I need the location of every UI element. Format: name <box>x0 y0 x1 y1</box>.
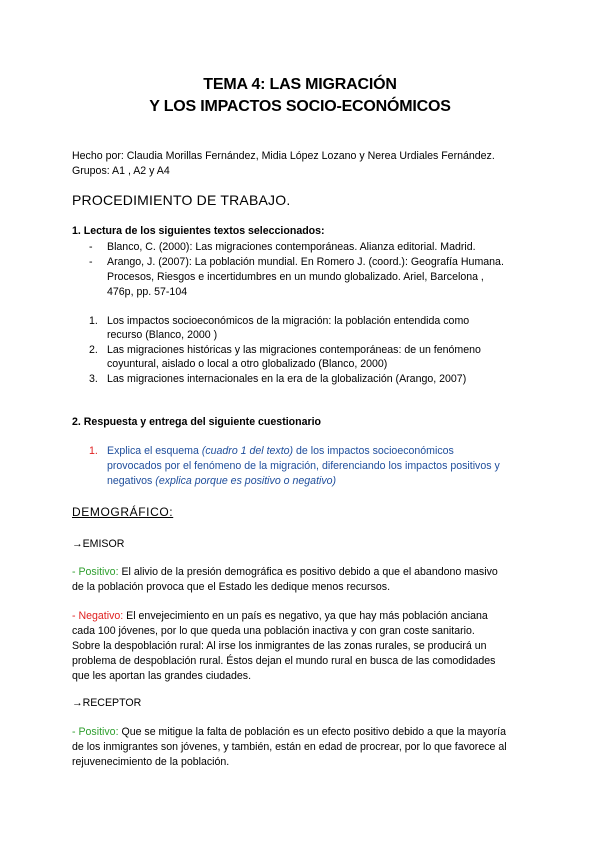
paragraph-text: El envejecimiento en un país es negativo, ya que hay más población anciana <box>123 610 488 622</box>
receptor-heading: →RECEPTOR <box>72 697 142 709</box>
reference-line: Procesos, Riesgos e incertidumbres en un mundo globalizado. Ariel, Barcelona , <box>107 271 484 283</box>
emisor-negative-line-1 <box>72 610 488 622</box>
reference-line: 476p, pp. 57-104 <box>107 286 188 298</box>
list-marker: - <box>89 256 93 268</box>
emisor-positive-line-2: de la población provoca que el Estado les dedique menos recursos. <box>72 581 391 593</box>
receptor-positive-line-1 <box>72 726 506 738</box>
reading-line: Las migraciones históricas y las migraciones contemporáneas: de un fenómeno <box>107 344 481 356</box>
groups-line: Grupos: A1 , A2 y A4 <box>72 165 170 177</box>
emisor-heading: →EMISOR <box>72 538 125 550</box>
list-number: 1. <box>89 315 98 327</box>
emisor-negative-line-5: que les aportan las grandes ciudades. <box>72 670 252 682</box>
negative-label: - Negativo: <box>72 610 124 622</box>
emisor-positive-line-1 <box>72 566 498 578</box>
question-text: negativos <box>107 475 156 487</box>
reference-line: Arango, J. (2007): La población mundial. En Romero J. (coord.): Geografía Humana. <box>107 256 504 268</box>
positive-label: - Positivo: <box>72 566 119 578</box>
demografico-heading: DEMOGRÁFICO: <box>72 505 174 519</box>
emisor-negative-line-2: cada 100 jóvenes, por lo que queda una población inactiva y con gran coste sanitario. <box>72 625 475 637</box>
procedure-heading: PROCEDIMIENTO DE TRABAJO. <box>72 192 291 208</box>
question-line-3 <box>107 475 336 487</box>
question-number: 1. <box>89 445 98 457</box>
question-note: (cuadro 1 del texto) <box>201 445 294 457</box>
paragraph-text: Que se mitigue la falta de población es un efecto positivo debido a que la mayoría <box>118 726 507 738</box>
page-title-line-2: Y LOS IMPACTOS SOCIO-ECONÓMICOS <box>149 98 451 115</box>
question-line-1 <box>107 445 454 457</box>
list-number: 3. <box>89 373 98 385</box>
receptor-positive-line-3: rejuvenecimiento de la población. <box>72 756 230 768</box>
reading-line: recurso (Blanco, 2000 ) <box>107 329 218 341</box>
receptor-positive-line-2: de los inmigrantes son jóvenes, y también, están en edad de procrear, por lo que favorece al <box>72 741 507 753</box>
question-line-2: provocados por el fenómeno de la migración, diferenciando los impactos positivos y <box>107 460 500 472</box>
positive-label: - Positivo: <box>72 726 119 738</box>
list-marker: - <box>89 241 93 253</box>
paragraph-text: El alivio de la presión demográfica es positivo debido a que el abandono masivo <box>118 566 498 578</box>
section-1-heading: 1. Lectura de los siguientes textos seleccionados: <box>72 225 325 237</box>
section-2-heading: 2. Respuesta y entrega del siguiente cuestionario <box>72 416 322 428</box>
page-title-line-1: TEMA 4: LAS MIGRACIÓN <box>203 76 397 93</box>
reading-line: Las migraciones internacionales en la era de la globalización (Arango, 2007) <box>107 373 467 385</box>
reading-line: Los impactos socioeconómicos de la migración: la población entendida como <box>107 315 470 327</box>
question-text: Explica el esquema <box>107 445 202 457</box>
question-note: (explica porque es positivo o negativo) <box>155 475 337 487</box>
list-number: 2. <box>89 344 98 356</box>
reading-line: coyuntural, aislado o local a otro globalizado (Blanco, 2000) <box>107 358 388 370</box>
reference-line: Blanco, C. (2000): Las migraciones contemporáneas. Alianza editorial. Madrid. <box>107 241 476 253</box>
emisor-negative-line-4: problema de despoblación rural. Éstos dejan el mundo rural en busca de las comodidades <box>72 655 496 667</box>
emisor-negative-line-3: Sobre la despoblación rural: Al irse los inmigrantes de las zonas rurales, se producirá un <box>72 640 487 652</box>
authors-line: Hecho por: Claudia Morillas Fernández, Midia López Lozano y Nerea Urdiales Fernández. <box>72 150 495 162</box>
question-text: de los impactos socioeconómicos <box>293 445 454 457</box>
